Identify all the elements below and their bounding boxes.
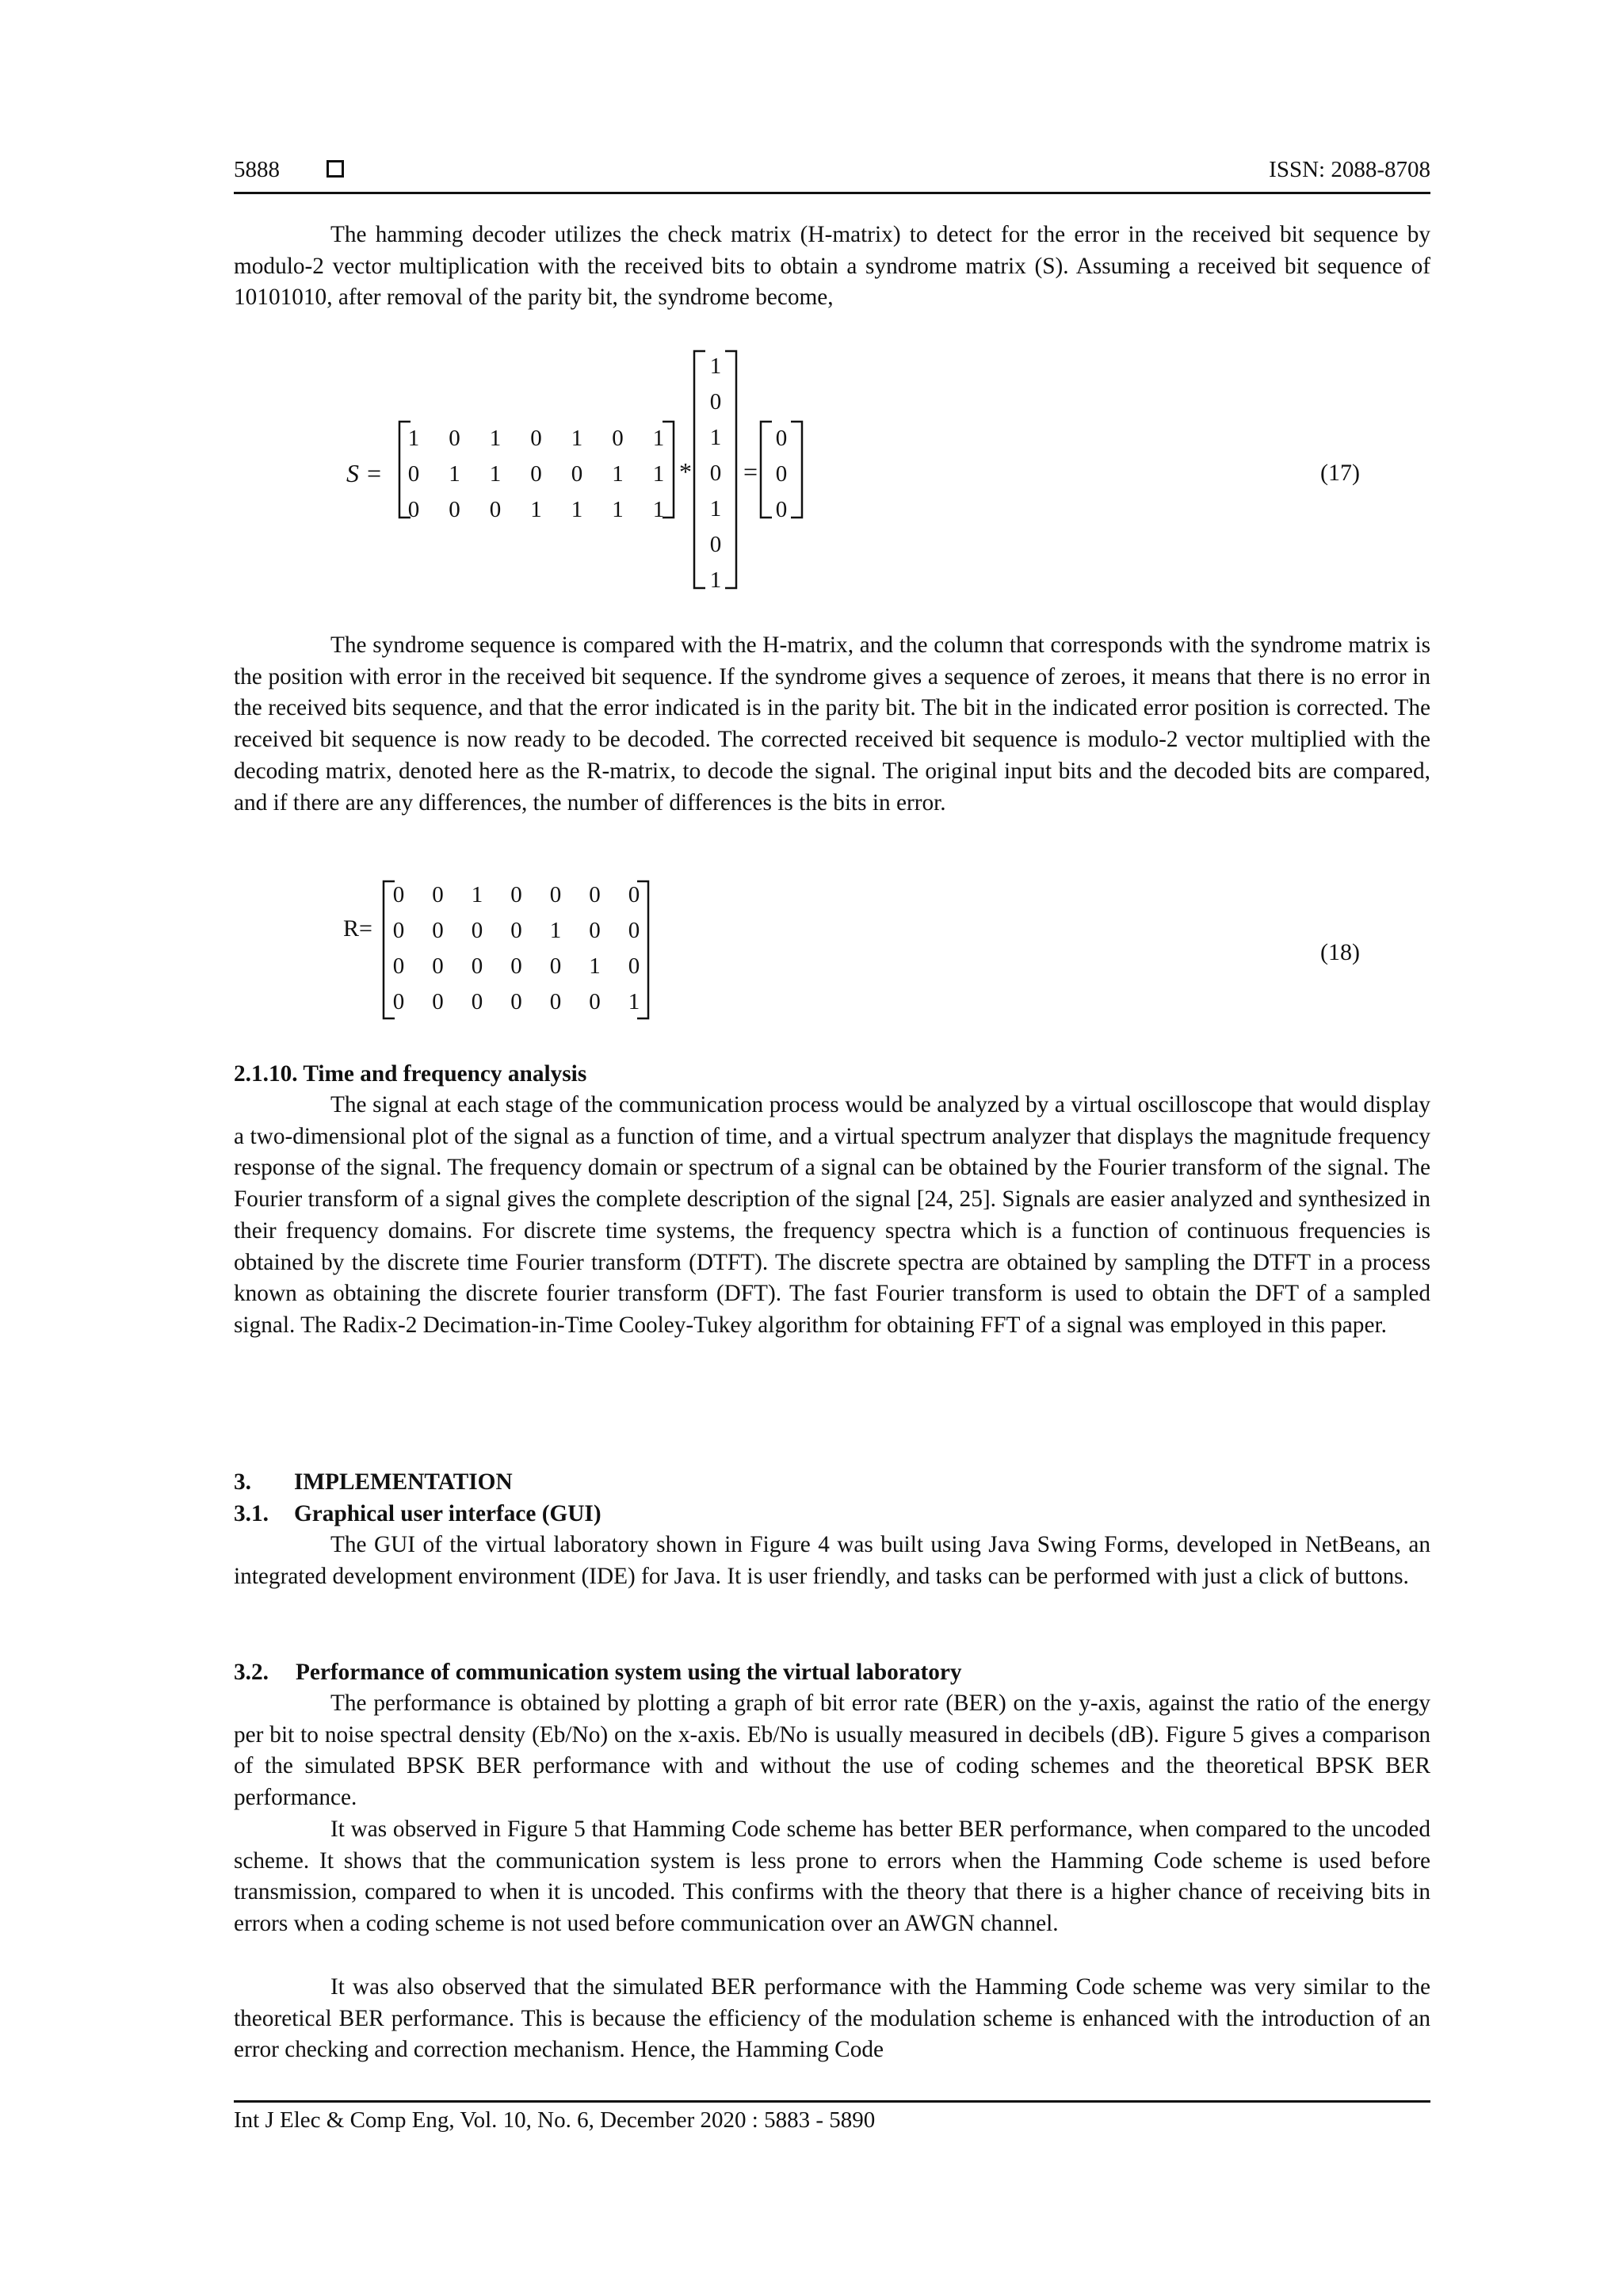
h-matrix-cell: 0 [571, 461, 583, 487]
received-vector-cell: 0 [709, 389, 722, 415]
eq17-h-right-bracket [663, 422, 674, 518]
r-matrix-cell: 0 [432, 953, 444, 979]
eq17-vector-left-bracket [694, 351, 705, 588]
page-number: 5888 [234, 157, 280, 182]
eq17-operator: * [679, 457, 692, 486]
r-matrix-cell: 0 [392, 882, 405, 907]
h-matrix-cell: 1 [652, 426, 665, 451]
eq18-r-matrix [393, 882, 640, 1014]
section-3-1-number: 3.1. [234, 1501, 269, 1526]
result-vector-cell: 0 [775, 426, 788, 451]
section-3-1-paragraph: The GUI of the virtual laboratory shown in Figure 4 was built using Java Swing Forms, developed in NetBeans, an integrated development environment (IDE) for Java. It is user friendly, and tasks can be performed with just a click of buttons. [234, 1532, 1430, 1589]
h-matrix-cell: 1 [489, 426, 502, 451]
eq17-h-left-bracket [399, 422, 411, 518]
h-matrix-cell: 0 [407, 497, 420, 522]
received-vector-cell: 1 [709, 425, 722, 450]
section-2-1-10-paragraph: The signal at each stage of the communication process would be analyzed by a virtual oscilloscope that would display a two-dimensional plot of the signal as a function of time, and a virtual spectrum analyzer that displays the magnitude frequency response of the signal. The frequency domain or spectrum of a signal can be obtained by the Fourier transform of the signal. The Fourier transform of a signal gives the complete description of the signal [24, 25]. Signals are easier analyzed and synthesized in their frequency domains. For discrete time systems, the frequency spectra which is a function of continuous frequencies is obtained by the discrete time Fourier transform (DTFT). The discrete spectra are obtained by sampling the DTFT in a process known as obtaining the discrete fourier transform (DFT). The fast Fourier transform is used to obtain the DFT of a sampled signal. The Radix-2 Decimation-in-Time Cooley-Tukey algorithm for obtaining FFT of a signal was employed in this paper. [234, 1092, 1430, 1338]
eq18-number: (18) [1320, 939, 1360, 965]
section-3-1-heading [234, 1498, 601, 1530]
r-matrix-cell: 0 [471, 989, 483, 1014]
r-matrix-cell: 0 [432, 882, 444, 907]
h-matrix-cell: 1 [652, 461, 665, 487]
r-matrix-cell: 0 [471, 918, 483, 943]
r-matrix-cell: 0 [628, 882, 640, 907]
eq17-vector-right-bracket [725, 351, 736, 588]
eq17-number: (17) [1320, 460, 1360, 486]
r-matrix-cell: 0 [432, 918, 444, 943]
r-matrix-cell: 1 [549, 918, 562, 943]
h-matrix-cell: 1 [449, 461, 460, 487]
h-matrix-cell: 0 [449, 426, 460, 451]
section-3-title: IMPLEMENTATION [294, 1469, 513, 1495]
r-matrix-cell: 0 [628, 918, 640, 943]
r-matrix-cell: 1 [628, 989, 640, 1014]
h-matrix-cell: 1 [407, 426, 420, 451]
eq17-lhs: S = [346, 459, 383, 487]
h-matrix-cell: 0 [407, 461, 420, 487]
h-matrix-cell: 0 [489, 497, 502, 522]
eq17-result-left-bracket [761, 422, 772, 518]
r-matrix-cell: 0 [589, 989, 601, 1014]
intro-paragraph: The hamming decoder utilizes the check matrix (H-matrix) to detect for the error in the received bit sequence by modulo-2 vector multiplication with the received bits to obtain a syndrome matrix (S). Assuming a received bit sequence of 10101010, after removal of the parity bit, the syndrome become, [234, 222, 1430, 311]
issn-label: ISSN: 2088-8708 [1269, 157, 1430, 182]
eq17-received-vector [710, 353, 722, 593]
eq18-r-left-bracket [384, 881, 395, 1018]
h-matrix-cell: 1 [530, 497, 542, 522]
page-footer [234, 2100, 1430, 2134]
received-vector-cell: 1 [709, 567, 722, 593]
r-matrix-cell: 0 [549, 989, 562, 1014]
received-vector-cell: 0 [709, 460, 722, 486]
h-matrix-cell: 1 [489, 461, 502, 487]
r-matrix-cell: 0 [510, 989, 522, 1014]
r-matrix-cell: 0 [510, 953, 522, 979]
syndrome-paragraph: The syndrome sequence is compared with the H-matrix, and the column that corresponds with the syndrome matrix is the position with error in the received bit sequence. If the syndrome gives a sequence of zeroes, it means that there is no error in the received bits sequence, and that the error indicated is in the parity bit. The bit in the indicated error position is corrected. The received bit sequence is now ready to be decoded. The corrected received bit sequence is modulo-2 vector multiplied with the decoding matrix, denoted here as the R-matrix, to decode the signal. The original input bits and the decoded bits are compared, and if there are any differences, the number of differences is the bits in error. [234, 632, 1430, 816]
section-3-2-paragraph-3: It was also observed that the simulated BER performance with the Hamming Code scheme was very similar to the theoretical BER performance. This is because the efficiency of the modulation scheme is enhanced with the introduction of an error checking and correction mechanism. Hence, the Hamming Code [234, 1974, 1430, 2063]
received-vector-cell: 1 [709, 353, 722, 379]
section-2-1-10-heading: 2.1.10. Time and frequency analysis [234, 1061, 587, 1087]
r-matrix-cell: 1 [471, 882, 483, 907]
r-matrix-cell: 0 [510, 882, 522, 907]
eq17-equals: = [743, 457, 758, 486]
h-matrix-cell: 1 [612, 497, 624, 522]
received-vector-cell: 1 [709, 496, 722, 521]
section-3-2-paragraph-2: It was observed in Figure 5 that Hamming Code scheme has better BER performance, when compared to the uncoded scheme. It shows that the communication system is less prone to errors when the Hamming Code scheme is used before transmission, compared to when it is uncoded. This confirms with the theory that there is a higher chance of receiving bits in errors when a coding scheme is not used before communication over an AWGN channel. [234, 1817, 1430, 1937]
h-matrix-cell: 0 [530, 426, 542, 451]
received-vector-cell: 0 [709, 532, 722, 557]
section-3-2-paragraph-1: The performance is obtained by plotting a graph of bit error rate (BER) on the y-axis, against the ratio of the energy per bit to noise spectral density (Eb/No) on the x-axis. Eb/No is usually measured in decibels (dB). Figure 5 gives a comparison of the simulated BPSK BER performance with and without the use of coding schemes and the theoretical BPSK BER performance. [234, 1690, 1430, 1811]
section-3-2-title: Performance of communication system using the virtual laboratory [296, 1660, 962, 1685]
r-matrix-cell: 0 [392, 918, 405, 943]
r-matrix-cell: 0 [549, 953, 562, 979]
h-matrix-cell: 0 [449, 497, 460, 522]
section-3-2-heading [234, 1656, 962, 1688]
section-3-1-title: Graphical user interface (GUI) [294, 1501, 601, 1526]
h-matrix-cell: 1 [571, 497, 583, 522]
r-matrix-cell: 0 [392, 989, 405, 1014]
h-matrix-cell: 0 [530, 461, 542, 487]
result-vector-cell: 0 [775, 497, 788, 522]
section-3-number: 3. [234, 1469, 251, 1495]
h-matrix-cell: 1 [571, 426, 583, 451]
r-matrix-cell: 0 [510, 918, 522, 943]
r-matrix-cell: 0 [549, 882, 562, 907]
section-3-heading [234, 1466, 513, 1498]
result-vector-cell: 0 [775, 461, 788, 487]
r-matrix-cell: 0 [589, 882, 601, 907]
eq18-lhs: R= [343, 915, 372, 942]
page-header [234, 154, 1430, 194]
eq18-r-right-bracket [637, 881, 648, 1018]
eq17-result-vector [776, 426, 788, 522]
footer-citation: Int J Elec & Comp Eng, Vol. 10, No. 6, December 2020 : 5883 - 5890 [234, 2107, 876, 2133]
r-matrix-cell: 0 [628, 953, 640, 979]
r-matrix-cell: 0 [392, 953, 405, 979]
section-3-2-number: 3.2. [234, 1660, 269, 1685]
h-matrix-cell: 1 [612, 461, 624, 487]
h-matrix-cell: 1 [652, 497, 665, 522]
checkbox-square-icon [327, 160, 344, 178]
r-matrix-cell: 0 [589, 918, 601, 943]
eq17-result-right-bracket [791, 422, 802, 518]
eq17-h-matrix [408, 426, 665, 522]
r-matrix-cell: 0 [432, 989, 444, 1014]
r-matrix-cell: 1 [589, 953, 601, 979]
r-matrix-cell: 0 [471, 953, 483, 979]
h-matrix-cell: 0 [612, 426, 624, 451]
